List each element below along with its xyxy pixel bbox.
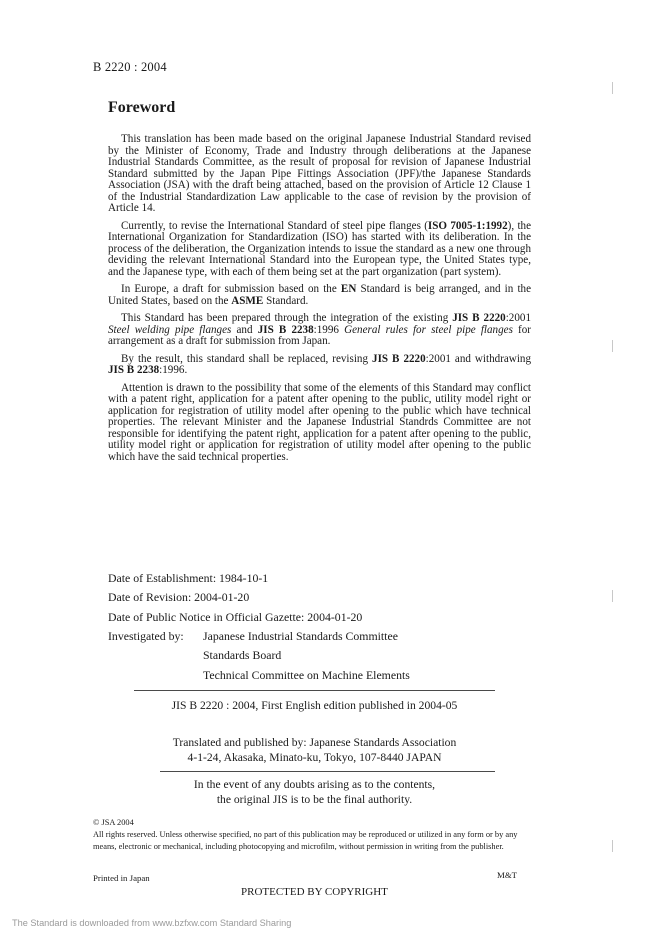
scan-mark bbox=[612, 82, 613, 94]
protected-notice: PROTECTED BY COPYRIGHT bbox=[241, 886, 388, 898]
publisher-address: 4-1-24, Akasaka, Minato-ku, Tokyo, 107-8440 JAPAN bbox=[187, 751, 442, 764]
section-title: Foreword bbox=[108, 99, 176, 116]
divider-rule bbox=[160, 771, 495, 772]
rights-statement: All rights reserved. Unless otherwise specified, no part of this publication may be reproduced or utilized in any form or by any means, electronic or mechanical, including photocopying and microfilm, without permission in writing from the publisher. bbox=[93, 830, 518, 851]
scan-mark bbox=[612, 590, 613, 602]
download-footer: The Standard is downloaded from www.bzfxw.com Standard Sharing bbox=[12, 918, 292, 928]
foreword-paragraph-6: Attention is drawn to the possibility that some of the elements of this Standard may conflict with a patent right, application for a patent after opening to the public, utility model right or application for registration of utility model after opening to the public which have technical properties. The relevant Minister and the Japanese Industrial Standrds Committee are not responsible for identifying the patent right, application for a patent after opening to the public, utility model right or application for registration of utility model after opening to the public which have the said technical properties. bbox=[108, 381, 531, 463]
doubts-line-1: In the event of any doubts arising as to the contents, bbox=[193, 778, 436, 791]
date-of-revision: Date of Revision: 2004-01-20 bbox=[108, 590, 250, 604]
foreword-paragraph-2: Currently, to revise the International Standard of steel pipe flanges (ISO 7005-1:1992), the International Organization for Standardization (ISO) has started with its deliberation. In the process of the deliberation, the Organization intends to issue the standard as a new one through deviding the relevant International Standard into the European type, the United States type, and the Japanese type, with each of them being set at the part organization (part system). bbox=[108, 219, 531, 278]
date-of-public-notice: Date of Public Notice in Official Gazette: 2004-01-20 bbox=[108, 610, 363, 624]
edition-line: JIS B 2220 : 2004, First English edition published in 2004-05 bbox=[171, 699, 458, 712]
scan-mark bbox=[612, 340, 613, 352]
investigator-board: Standards Board bbox=[203, 648, 282, 662]
investigator-technical-committee: Technical Committee on Machine Elements bbox=[203, 668, 410, 682]
foreword-paragraph-4: This Standard has been prepared through the integration of the existing JIS B 2220:2001 Steel welding pipe flanges and JIS B 2238:1996 General rules for steel pipe flanges for arrangement as a draft for submission from Japan. bbox=[108, 312, 531, 347]
scan-mark bbox=[612, 840, 613, 852]
publisher-line-1: Translated and published by: Japanese Standards Association bbox=[172, 736, 457, 749]
investigator-committee: Japanese Industrial Standards Committee bbox=[203, 629, 398, 643]
foreword-paragraph-3: In Europe, a draft for submission based on the EN Standard is beig arranged, and in the United States, based on the ASME Standard. bbox=[108, 283, 532, 307]
divider-rule bbox=[134, 690, 495, 691]
document-code: B 2220 : 2004 bbox=[93, 60, 167, 74]
date-of-establishment: Date of Establishment: 1984-10-1 bbox=[108, 571, 269, 585]
printed-in: Printed in Japan bbox=[93, 873, 150, 883]
copyright-notice: © JSA 2004 bbox=[93, 818, 134, 827]
doubts-line-2: the original JIS is to be the final authority. bbox=[216, 793, 413, 806]
foreword-paragraph-1: This translation has been made based on the original Japanese Industrial Standard revised by the Minister of Economy, Trade and Industry through deliberations at the Japanese Industrial Standards Committee, as the result of proposal for revision of Japanese Industrial Standard submitted by the Japan Pipe Fittings Association (JPF)/the Japanese Standards Association (JSA) with the draft being attached, based on the provision of Article 12 Clause 1 of the Industrial Standardization Law applicable to the case of revision by the provision of Article 14. bbox=[108, 133, 531, 214]
foreword-body bbox=[108, 134, 531, 469]
investigated-by-label: Investigated by: bbox=[108, 629, 184, 643]
foreword-paragraph-5: By the result, this standard shall be replaced, revising JIS B 2220:2001 and withdrawing JIS B 2238:1996. bbox=[108, 352, 531, 376]
publisher-mark: M&T bbox=[497, 870, 518, 880]
